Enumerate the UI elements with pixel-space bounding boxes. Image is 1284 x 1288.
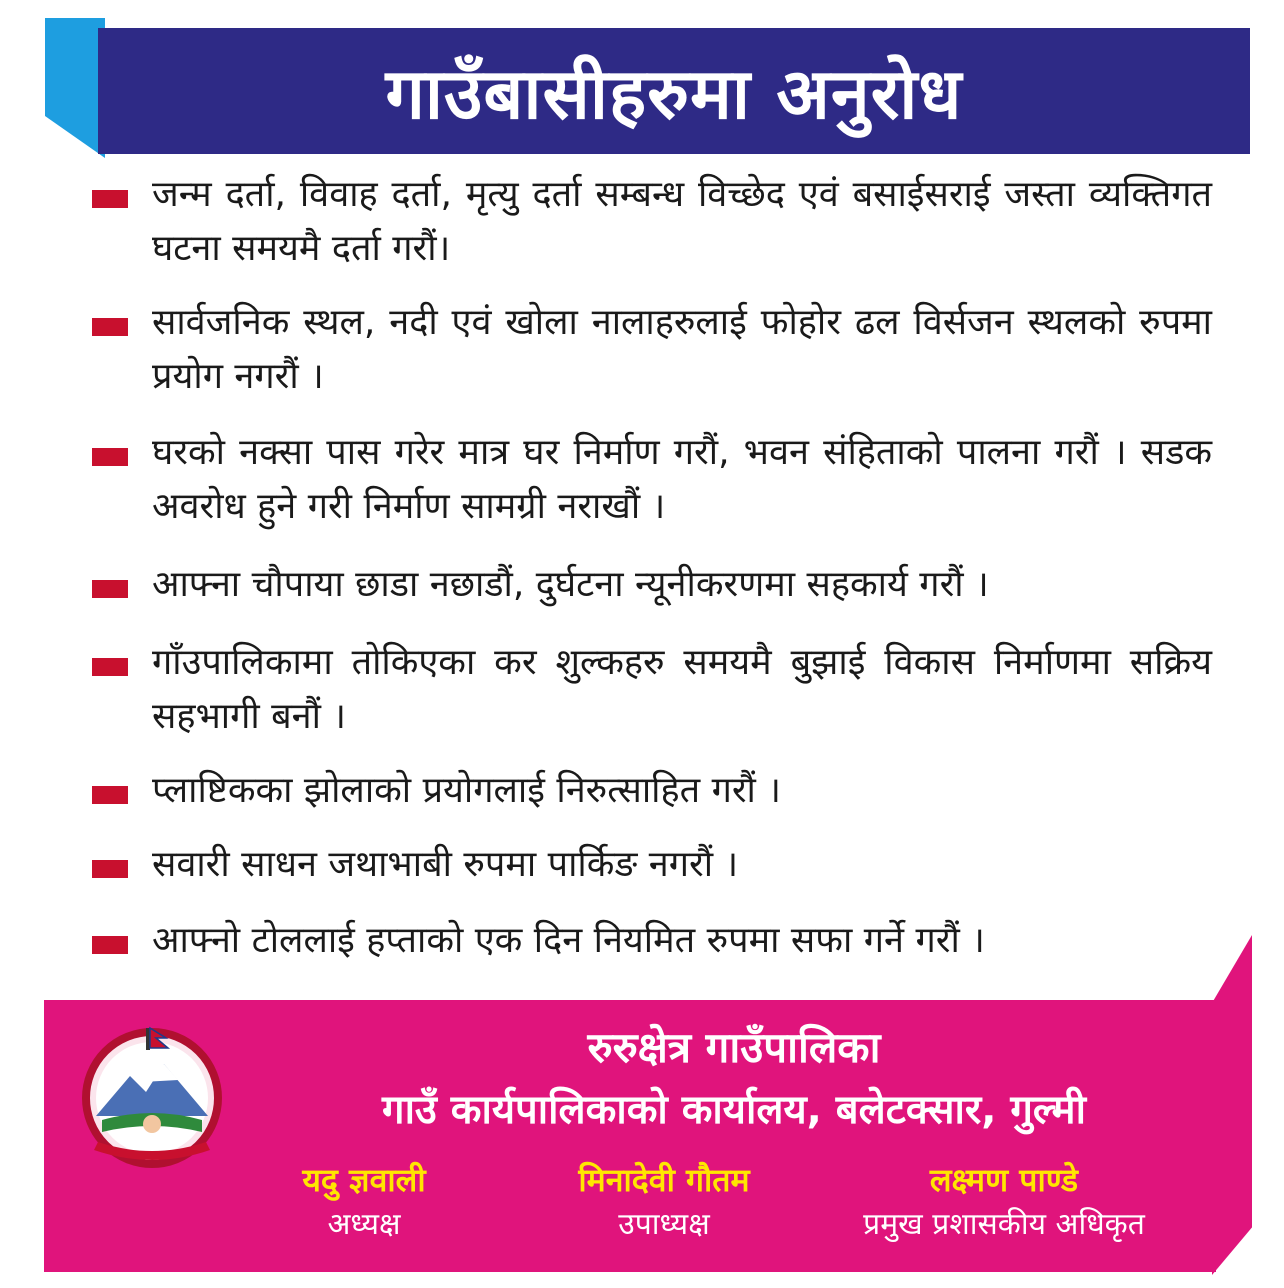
list-item-text: घरको नक्सा पास गरेर मात्र घर निर्माण गरौं, भवन संहिताको पालना गरौं । सडक अवरोध हुने गरी निर्माण सामग्री नराखौं ।	[152, 432, 1212, 527]
official-vice-chair	[504, 1158, 824, 1248]
bullet-icon	[92, 936, 128, 954]
bullet-icon	[92, 658, 128, 676]
bullet-icon	[92, 448, 128, 466]
nepal-government-emblem-icon	[72, 1020, 232, 1170]
header-banner	[98, 28, 1250, 154]
official-title: उपाध्यक्ष	[618, 1207, 710, 1242]
official-name: मिनादेवी गौतम	[578, 1161, 750, 1199]
list-item-text: गाँउपालिकामा तोकिएका कर शुल्कहरु समयमै बुझाई विकास निर्माणमा सक्रिय सहभागी बनौं ।	[152, 642, 1212, 737]
bullet-icon	[92, 318, 128, 336]
page-title: गाउँबासीहरुमा अनुरोध	[385, 53, 963, 135]
bullet-icon	[92, 190, 128, 208]
official-title: प्रमुख प्रशासकीय अधिकृत	[863, 1207, 1145, 1242]
official-name: लक्ष्मण पाण्डे	[929, 1161, 1079, 1199]
municipality-name: रुरुक्षेत्र गाउँपालिका	[587, 1023, 881, 1072]
list-item-text: आफ्नो टोललाई हप्ताको एक दिन नियमित रुपमा सफा गर्ने गरौं ।	[152, 920, 985, 961]
footer-banner	[44, 1000, 1216, 1272]
bullet-icon	[92, 860, 128, 878]
list-item-text: सार्वजनिक स्थल, नदी एवं खोला नालाहरुलाई फोहोर ढल विर्सजन स्थलको रुपमा प्रयोग नगरौं ।	[152, 302, 1212, 397]
official-chair	[204, 1158, 524, 1248]
list-item-text: आफ्ना चौपाया छाडा नछाडौं, दुर्घटना न्यूनीकरणमा सहकार्य गरौं ।	[152, 564, 989, 605]
list-item-text: जन्म दर्ता, विवाह दर्ता, मृत्यु दर्ता सम्बन्ध विच्छेद एवं बसाईसराई जस्ता व्यक्तिगत घटना समयमै दर्ता गरौं।	[152, 174, 1212, 269]
list-item-text: सवारी साधन जथाभाबी रुपमा पार्किङ नगरौं ।	[152, 844, 739, 885]
official-cao	[824, 1158, 1184, 1248]
official-name: यदु ज्ञवाली	[302, 1161, 426, 1199]
footer-accent-slant	[1212, 935, 1252, 1275]
official-title: अध्यक्ष	[327, 1207, 401, 1242]
bullet-icon	[92, 580, 128, 598]
list-item-text: प्लाष्टिकका झोलाको प्रयोगलाई निरुत्साहित गरौं ।	[152, 770, 781, 811]
office-address: गाउँ कार्यपालिकाको कार्यालय, बलेटक्सार, गुल्मी	[382, 1087, 1086, 1133]
header-accent-tab	[45, 18, 105, 158]
bullet-icon	[92, 786, 128, 804]
